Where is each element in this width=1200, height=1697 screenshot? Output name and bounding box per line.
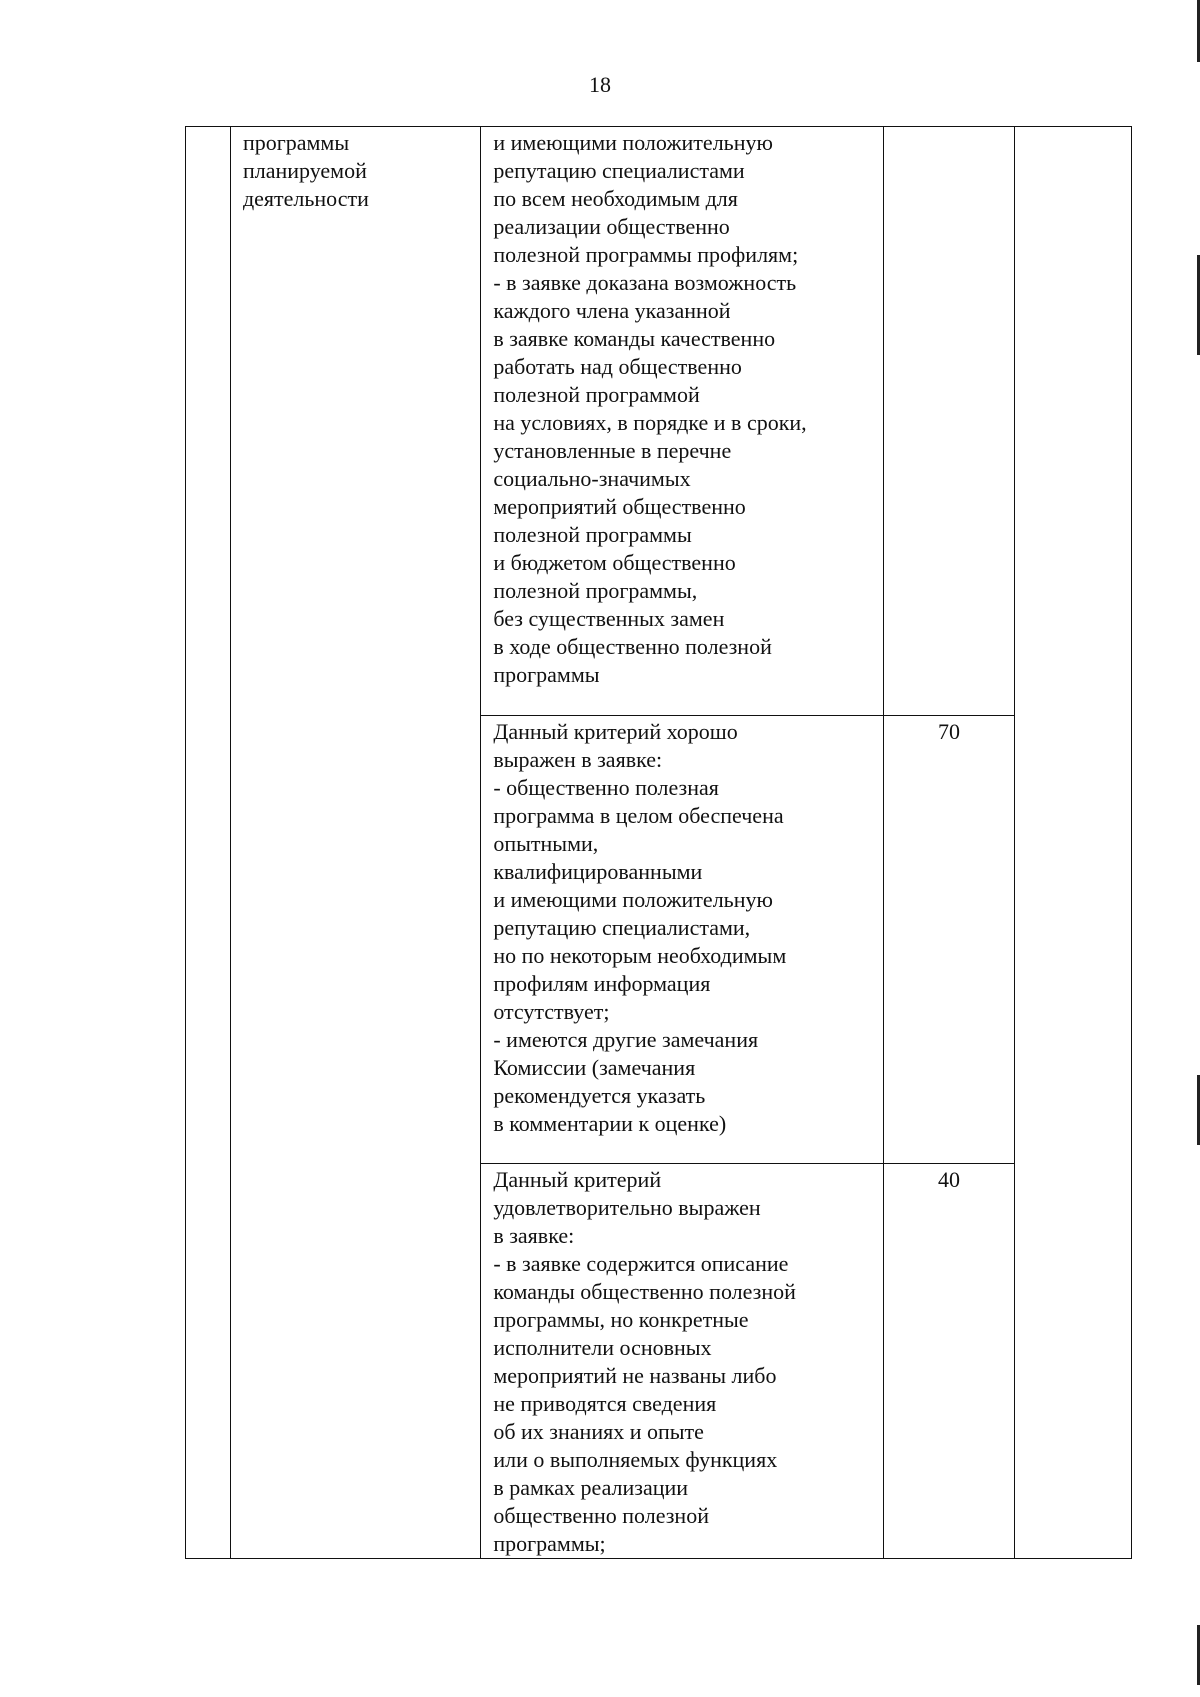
score-cell: 70 [883, 716, 1015, 1164]
description-cell: Данный критерий хорошо выражен в заявке: - общественно полезная программа в целом обеспечена опытными, квалифицированными и имеющими положительную репутацию специалистами, но по некоторым необходимым профилям информация отсутствует; - имеются другие замечания Комиссии (замечания рекомендуется указать в комментарии к оценке) [481, 716, 883, 1164]
criterion-name-cell: программы планируемой деятельности [230, 127, 480, 1559]
page-number: 18 [589, 72, 611, 97]
description-cell: и имеющими положительную репутацию специалистами по всем необходимым для реализации общественно полезной программы профилям; - в заявке доказана возможность каждого члена указанной в заявке команды качественно работать над общественно полезной программой на условиях, в порядке и в сроки, установленные в перечне социально-значимых мероприятий общественно полезной программы и бюджетом общественно полезной программы, без существенных замен в ходе общественно полезной программы [481, 127, 883, 716]
score-cell [883, 127, 1015, 716]
criteria-table [185, 126, 1132, 1559]
comment-cell [1015, 127, 1132, 1559]
table-row [186, 127, 1132, 716]
number-cell [186, 127, 231, 1559]
description-cell: Данный критерий удовлетворительно выражен в заявке: - в заявке содержится описание команды общественно полезной программы, но конкретные исполнители основных мероприятий не названы либо не приводятся сведения об их знаниях и опыте или о выполняемых функциях в рамках реализации общественно полезной программы; [481, 1164, 883, 1559]
score-cell: 40 [883, 1164, 1015, 1559]
